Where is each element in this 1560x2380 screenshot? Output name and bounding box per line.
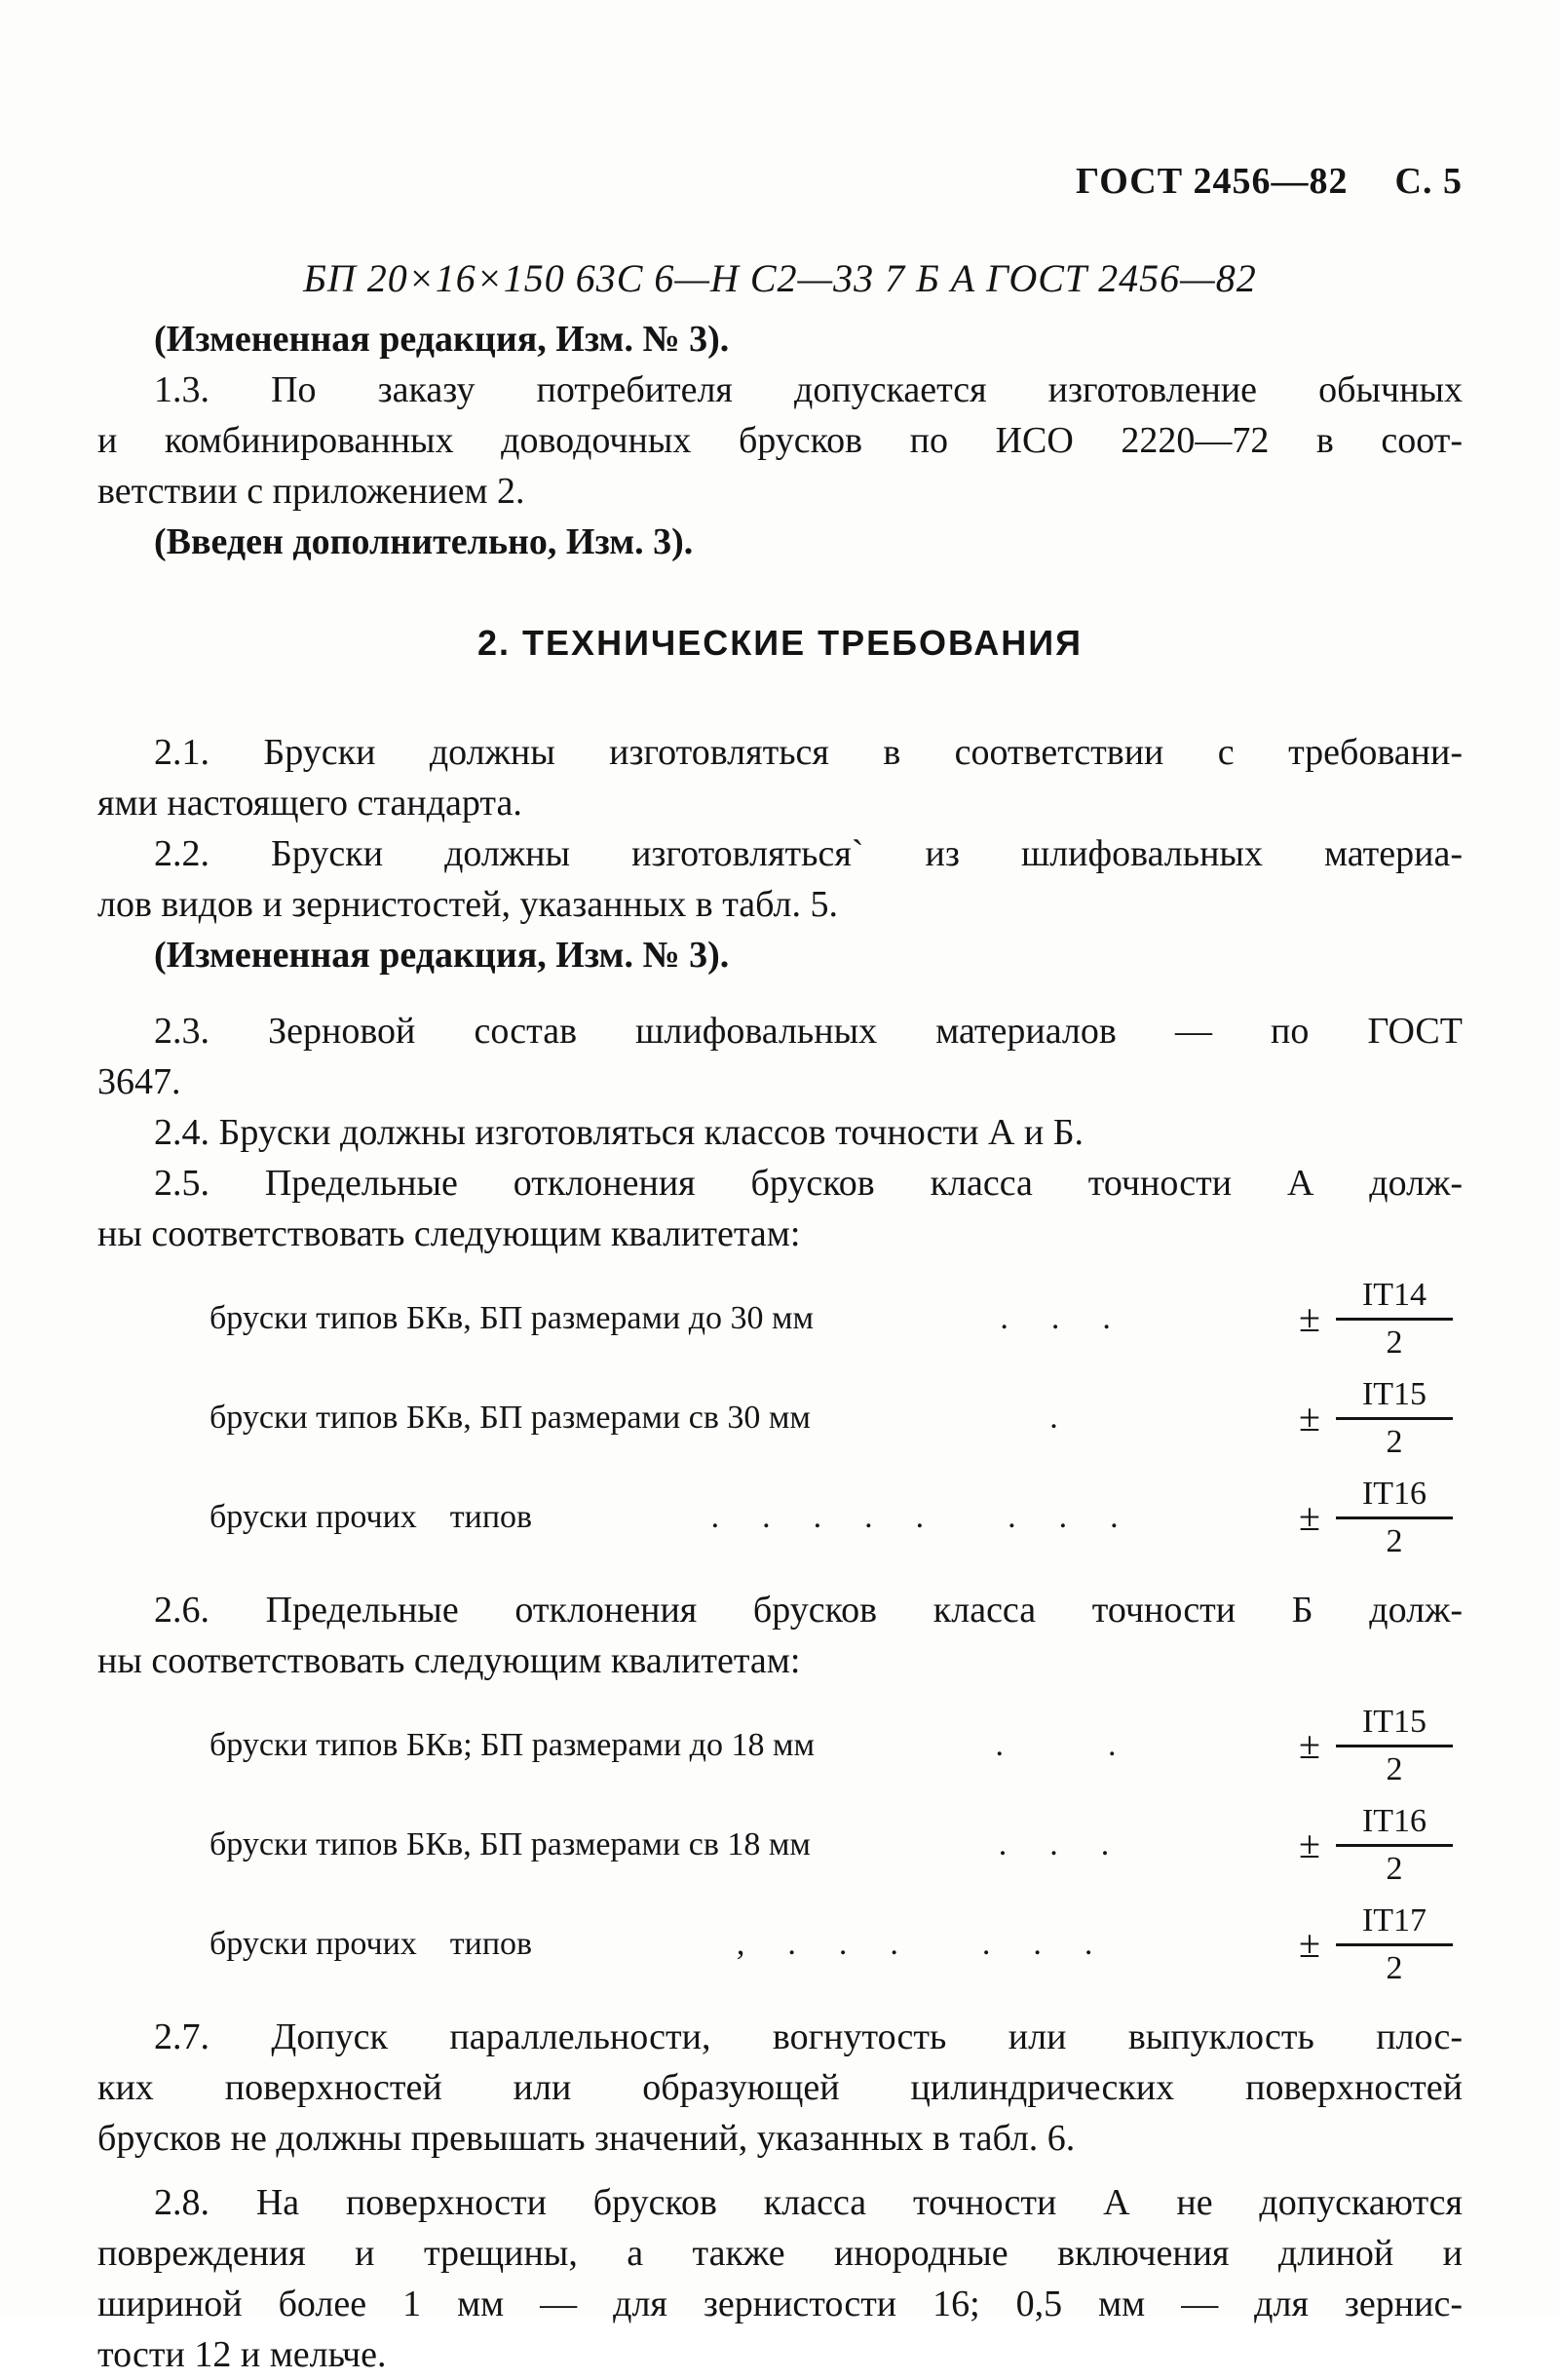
plus-minus-sign: ±: [1299, 1495, 1320, 1539]
text-line: шириной более 1 мм — для зернистости 16; 0,5 мм — для зернис-: [97, 2284, 1463, 2324]
text-line: и комбинированных доводочных брусков по ИСО 2220—72 в соот-: [97, 420, 1463, 461]
tolerance-label: бруски типов БКв; БП размерами до 18 мм: [209, 1727, 816, 1763]
tolerance-fraction: [1336, 1375, 1453, 1462]
tolerance-label: бруски прочих типов: [209, 1926, 533, 1962]
dot-leader: . . .: [998, 1826, 1112, 1862]
text-line: тости 12 и мельче.: [97, 2334, 387, 2375]
standard-number: ГОСТ 2456—82: [1076, 161, 1349, 202]
text-line: ких поверхностей или образующей цилиндрических поверхностей: [97, 2067, 1463, 2108]
dot-leader: , . . . . . .: [736, 1926, 1095, 1962]
dot-leader: . .: [995, 1727, 1119, 1763]
tolerance-row: [209, 1468, 1453, 1567]
text-line: повреждения и трещины, а также инородные включения длиной и: [97, 2233, 1463, 2274]
plus-minus-sign: ±: [1299, 1296, 1320, 1340]
tolerance-row: [209, 1368, 1453, 1468]
fraction-denominator: 2: [1386, 1423, 1403, 1460]
text-line: лов видов и зернистостей, указанных в табл. 5.: [97, 884, 838, 925]
tolerance-row: [209, 1696, 1453, 1795]
text-line: ны соответствовать следующим квалитетам:: [97, 1213, 801, 1254]
paragraph-2-5: [97, 1158, 1463, 1259]
text-line: 2.6. Предельные отклонения брусков класса точности Б долж-: [154, 1590, 1463, 1631]
text-line: 3647.: [97, 1061, 181, 1102]
text-line: 2.2. Бруски должны изготовляться` из шлифовальных материа-: [154, 833, 1463, 874]
paragraph-2-8: [97, 2177, 1463, 2380]
plus-minus-sign: ±: [1299, 1922, 1320, 1966]
tolerance-row: [209, 1795, 1453, 1895]
fraction-denominator: 2: [1386, 1850, 1403, 1887]
tolerance-label: бруски типов БКв, БП размерами до 30 мм: [209, 1300, 815, 1336]
fraction-numerator: IT16: [1336, 1802, 1453, 1847]
plus-minus-sign: ±: [1299, 1823, 1320, 1866]
text-line: брусков не должны превышать значений, указанных в табл. 6.: [97, 2118, 1076, 2159]
paragraph-2-1: [97, 727, 1463, 828]
fraction-numerator: IT17: [1336, 1901, 1453, 1946]
paragraph-2-4: [97, 1107, 1463, 1158]
tolerance-fraction: [1336, 1276, 1453, 1363]
text-line: ями настоящего стандарта.: [97, 783, 522, 824]
dot-leader: . . .: [1000, 1300, 1113, 1336]
paragraph-2-3: [97, 1006, 1463, 1107]
tolerance-row: [209, 1269, 1453, 1368]
text-line: 2.5. Предельные отклонения брусков класса точности А долж-: [154, 1163, 1463, 1204]
text-line: 1.3. По заказу потребителя допускается изготовление обычных: [154, 369, 1463, 410]
fraction-denominator: 2: [1386, 1522, 1403, 1559]
text-line: 2.1. Бруски должны изготовляться в соответствии с требовани-: [154, 732, 1463, 773]
text-line: ны соответствовать следующим квалитетам:: [97, 1640, 801, 1681]
text-line: ветствии с приложением 2.: [97, 471, 525, 512]
paragraph-2-2: [97, 828, 1463, 930]
amendment-note: (Измененная редакция, Изм. № 3).: [154, 319, 730, 360]
section-heading: 2. ТЕХНИЧЕСКИЕ ТРЕБОВАНИЯ: [477, 623, 1083, 663]
tolerance-label: бруски типов БКв, БП размерами св 30 мм: [209, 1400, 811, 1436]
tolerance-list-class-b: [209, 1696, 1453, 1994]
paragraph-2-7: [97, 2012, 1463, 2164]
text-line: 2.8. На поверхности брусков класса точности А не допускаются: [154, 2182, 1463, 2223]
tolerance-fraction: [1336, 1901, 1453, 1988]
dot-leader: . . . . . . . .: [710, 1499, 1121, 1535]
paragraph-1-3: [97, 365, 1463, 517]
page-number: С. 5: [1394, 161, 1463, 202]
text-line: 2.4. Бруски должны изготовляться классов точности А и Б.: [154, 1112, 1084, 1153]
plus-minus-sign: ±: [1299, 1396, 1320, 1440]
spacer: [97, 2164, 1463, 2177]
spacer: [97, 980, 1463, 1006]
page-header: [97, 156, 1463, 207]
text-line: 2.7. Допуск параллельности, вогнутость или выпуклость плос-: [154, 2016, 1463, 2057]
amendment-note: (Измененная редакция, Изм. № 3).: [154, 935, 730, 976]
tolerance-label: бруски типов БКв, БП размерами св 18 мм: [209, 1826, 811, 1862]
text-line: 2.3. Зерновой состав шлифовальных материалов — по ГОСТ: [154, 1011, 1463, 1052]
fraction-numerator: IT14: [1336, 1276, 1453, 1321]
fraction-denominator: 2: [1386, 1949, 1403, 1986]
fraction-numerator: IT15: [1336, 1375, 1453, 1420]
fraction-numerator: IT16: [1336, 1475, 1453, 1519]
paragraph-2-6: [97, 1585, 1463, 1686]
dot-leader: .: [1049, 1400, 1060, 1436]
fraction-numerator: IT15: [1336, 1703, 1453, 1747]
tolerance-fraction: [1336, 1703, 1453, 1789]
fraction-denominator: 2: [1386, 1750, 1403, 1787]
tolerance-list-class-a: [209, 1269, 1453, 1567]
tolerance-fraction: [1336, 1802, 1453, 1889]
introduced-note: (Введен дополнительно, Изм. 3).: [154, 521, 694, 562]
tolerance-label: бруски прочих типов: [209, 1499, 533, 1535]
fraction-denominator: 2: [1386, 1324, 1403, 1361]
designation-example: БП 20×16×150 63С 6—Н С2—33 7 Б А ГОСТ 2456—82: [303, 256, 1257, 300]
plus-minus-sign: ±: [1299, 1723, 1320, 1767]
tolerance-fraction: [1336, 1475, 1453, 1561]
tolerance-row: [209, 1895, 1453, 1994]
